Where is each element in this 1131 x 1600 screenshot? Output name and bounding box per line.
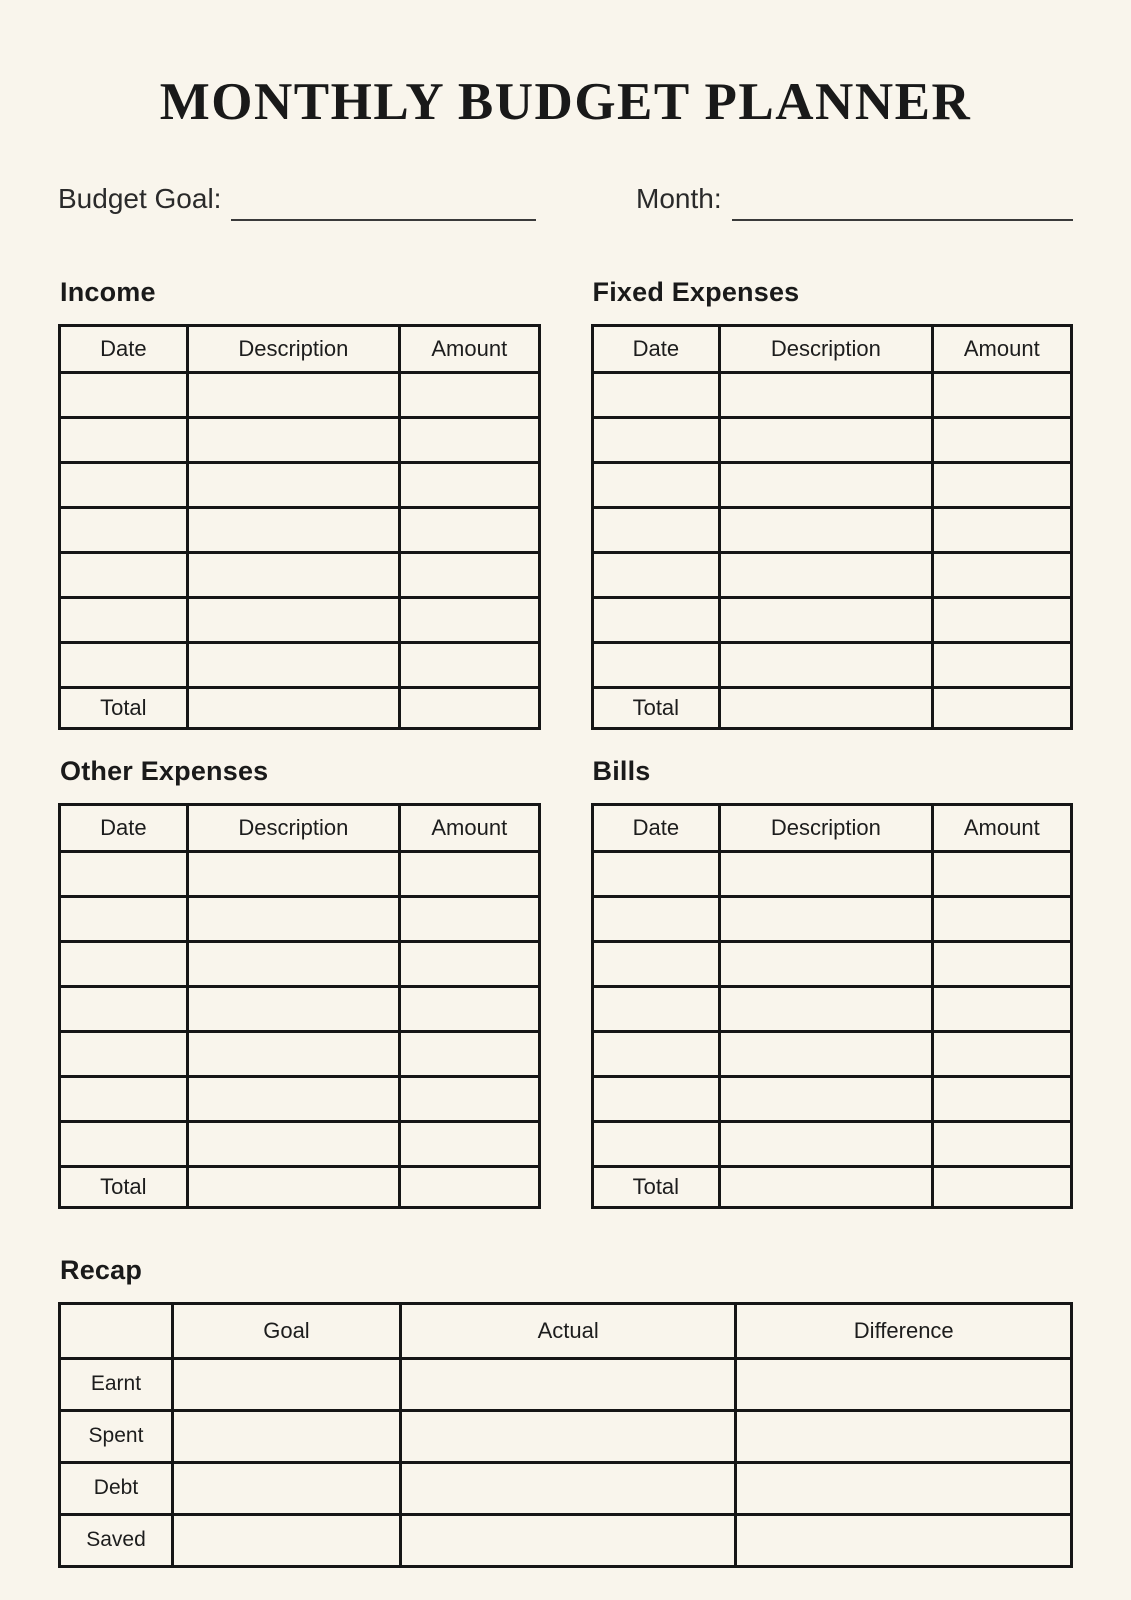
fixed-expenses-empty-rows (592, 372, 1072, 687)
empty-row (592, 941, 1072, 986)
empty-row (60, 507, 540, 552)
empty-cell (932, 941, 1071, 986)
fixed-expenses-section-title: Fixed Expenses (592, 276, 800, 307)
empty-cell (932, 851, 1071, 896)
empty-cell (400, 941, 539, 986)
empty-cell (187, 1121, 399, 1166)
column-header-amount: Amount (400, 804, 539, 851)
empty-row (60, 597, 540, 642)
empty-cell (720, 851, 932, 896)
empty-cell (400, 642, 539, 687)
recap-row-spent (60, 1410, 1072, 1462)
empty-row (592, 597, 1072, 642)
empty-row (60, 1031, 540, 1076)
empty-cell (720, 941, 932, 986)
empty-cell (187, 1031, 399, 1076)
empty-cell (736, 1514, 1072, 1566)
other-expenses-table (58, 803, 541, 1209)
empty-cell (187, 851, 399, 896)
empty-cell (60, 597, 188, 642)
fixed-expenses-total-row (592, 687, 1072, 728)
empty-row (592, 462, 1072, 507)
budget-goal-field (58, 184, 536, 215)
empty-cell (400, 1076, 539, 1121)
empty-cell (187, 417, 399, 462)
month-blank-line (732, 219, 1073, 221)
empty-cell (720, 597, 932, 642)
empty-row (60, 1121, 540, 1166)
empty-cell (187, 986, 399, 1031)
empty-cell (592, 462, 720, 507)
empty-cell (592, 642, 720, 687)
fixed-expenses-table (591, 324, 1074, 730)
recap-row-label: Debt (60, 1462, 173, 1514)
empty-cell (932, 1076, 1071, 1121)
month-field (636, 184, 1073, 215)
bills-section (591, 730, 1074, 1209)
empty-cell (592, 417, 720, 462)
recap-table (58, 1302, 1073, 1568)
empty-row (592, 372, 1072, 417)
income-header-row (60, 325, 540, 372)
empty-cell (187, 642, 399, 687)
tables-grid (58, 277, 1073, 1209)
other-expenses-total-row (60, 1166, 540, 1207)
empty-row (592, 552, 1072, 597)
empty-cell (592, 851, 720, 896)
empty-cell (592, 597, 720, 642)
empty-row (60, 941, 540, 986)
empty-cell (592, 941, 720, 986)
empty-row (60, 851, 540, 896)
total-label: Total (60, 687, 188, 728)
total-amount-cell (400, 687, 539, 728)
month-label: Month: (636, 183, 722, 214)
total-label: Total (592, 687, 720, 728)
empty-cell (400, 1358, 736, 1410)
empty-cell (60, 1121, 188, 1166)
empty-cell (400, 372, 539, 417)
recap-section-title: Recap (60, 1254, 143, 1285)
recap-row-label: Earnt (60, 1358, 173, 1410)
empty-cell (932, 417, 1071, 462)
header-fields (58, 184, 1073, 215)
empty-cell (187, 507, 399, 552)
recap-corner-cell (60, 1303, 173, 1358)
empty-cell (592, 1076, 720, 1121)
empty-cell (187, 462, 399, 507)
empty-row (60, 986, 540, 1031)
empty-row (60, 642, 540, 687)
column-header-difference: Difference (736, 1303, 1072, 1358)
empty-cell (400, 851, 539, 896)
other-expenses-section (58, 730, 541, 1209)
empty-cell (400, 552, 539, 597)
recap-header-row (60, 1303, 1072, 1358)
empty-cell (720, 1121, 932, 1166)
bills-section-title: Bills (592, 755, 651, 786)
empty-cell (592, 507, 720, 552)
empty-cell (187, 597, 399, 642)
empty-cell (932, 372, 1071, 417)
empty-cell (400, 1031, 539, 1076)
empty-row (592, 986, 1072, 1031)
empty-row (60, 552, 540, 597)
fixed-expenses-header-row (592, 325, 1072, 372)
empty-cell (736, 1358, 1072, 1410)
empty-cell (172, 1358, 400, 1410)
empty-cell (720, 1031, 932, 1076)
column-header-description: Description (187, 804, 399, 851)
income-table (58, 324, 541, 730)
empty-cell (720, 1076, 932, 1121)
total-amount-cell (400, 1166, 539, 1207)
other-expenses-section-title: Other Expenses (60, 755, 269, 786)
empty-cell (932, 552, 1071, 597)
empty-cell (592, 552, 720, 597)
page-title: MONTHLY BUDGET PLANNER (159, 73, 972, 131)
total-label: Total (60, 1166, 188, 1207)
empty-cell (932, 896, 1071, 941)
total-description-cell (187, 1166, 399, 1207)
bills-header-row (592, 804, 1072, 851)
empty-cell (592, 986, 720, 1031)
empty-cell (60, 462, 188, 507)
empty-row (60, 1076, 540, 1121)
empty-cell (932, 597, 1071, 642)
empty-cell (172, 1514, 400, 1566)
recap-row-debt (60, 1462, 1072, 1514)
empty-cell (932, 986, 1071, 1031)
empty-cell (400, 1121, 539, 1166)
column-header-amount: Amount (932, 804, 1071, 851)
empty-row (60, 417, 540, 462)
total-description-cell (720, 1166, 932, 1207)
empty-row (592, 896, 1072, 941)
empty-row (60, 462, 540, 507)
bills-empty-rows (592, 851, 1072, 1166)
empty-cell (400, 1514, 736, 1566)
column-header-date: Date (592, 325, 720, 372)
empty-cell (60, 1031, 188, 1076)
empty-row (592, 642, 1072, 687)
empty-cell (400, 896, 539, 941)
empty-cell (592, 1031, 720, 1076)
empty-cell (187, 552, 399, 597)
budget-goal-blank-line (231, 219, 536, 221)
empty-row (60, 896, 540, 941)
empty-cell (187, 941, 399, 986)
other-expenses-header-row (60, 804, 540, 851)
empty-cell (720, 552, 932, 597)
empty-row (592, 851, 1072, 896)
empty-cell (932, 1031, 1071, 1076)
empty-cell (400, 507, 539, 552)
empty-cell (736, 1462, 1072, 1514)
bills-table (591, 803, 1074, 1209)
income-empty-rows (60, 372, 540, 687)
empty-row (592, 1121, 1072, 1166)
recap-row-saved (60, 1514, 1072, 1566)
empty-cell (187, 896, 399, 941)
empty-cell (592, 1121, 720, 1166)
empty-cell (720, 417, 932, 462)
empty-cell (172, 1410, 400, 1462)
column-header-actual: Actual (400, 1303, 736, 1358)
fixed-expenses-section (591, 277, 1074, 730)
empty-row (592, 507, 1072, 552)
empty-cell (60, 417, 188, 462)
budget-goal-label: Budget Goal: (58, 183, 222, 214)
empty-cell (60, 851, 188, 896)
empty-cell (720, 896, 932, 941)
column-header-amount: Amount (400, 325, 539, 372)
empty-cell (720, 986, 932, 1031)
total-label: Total (592, 1166, 720, 1207)
empty-cell (932, 1121, 1071, 1166)
column-header-date: Date (592, 804, 720, 851)
empty-cell (592, 896, 720, 941)
empty-cell (60, 507, 188, 552)
empty-row (592, 1076, 1072, 1121)
total-amount-cell (932, 1166, 1071, 1207)
empty-cell (400, 597, 539, 642)
empty-cell (400, 986, 539, 1031)
empty-cell (60, 552, 188, 597)
empty-cell (720, 462, 932, 507)
income-total-row (60, 687, 540, 728)
empty-cell (60, 941, 188, 986)
column-header-goal: Goal (172, 1303, 400, 1358)
income-section (58, 277, 541, 730)
column-header-date: Date (60, 325, 188, 372)
total-description-cell (187, 687, 399, 728)
empty-cell (60, 372, 188, 417)
empty-cell (60, 896, 188, 941)
column-header-description: Description (187, 325, 399, 372)
empty-cell (932, 507, 1071, 552)
empty-cell (187, 1076, 399, 1121)
empty-cell (400, 1462, 736, 1514)
total-description-cell (720, 687, 932, 728)
empty-cell (400, 1410, 736, 1462)
recap-row-label: Spent (60, 1410, 173, 1462)
column-header-description: Description (720, 804, 932, 851)
empty-cell (400, 462, 539, 507)
empty-cell (592, 372, 720, 417)
other-expenses-empty-rows (60, 851, 540, 1166)
empty-cell (60, 642, 188, 687)
empty-row (60, 372, 540, 417)
empty-cell (720, 642, 932, 687)
empty-cell (932, 642, 1071, 687)
column-header-amount: Amount (932, 325, 1071, 372)
recap-section (58, 1255, 1073, 1568)
empty-cell (736, 1410, 1072, 1462)
recap-row-earnt (60, 1358, 1072, 1410)
empty-row (592, 417, 1072, 462)
column-header-description: Description (720, 325, 932, 372)
empty-cell (60, 1076, 188, 1121)
bills-total-row (592, 1166, 1072, 1207)
income-section-title: Income (60, 276, 156, 307)
empty-cell (187, 372, 399, 417)
empty-cell (172, 1462, 400, 1514)
empty-cell (400, 417, 539, 462)
recap-row-label: Saved (60, 1514, 173, 1566)
total-amount-cell (932, 687, 1071, 728)
empty-row (592, 1031, 1072, 1076)
empty-cell (720, 372, 932, 417)
empty-cell (932, 462, 1071, 507)
empty-cell (60, 986, 188, 1031)
empty-cell (720, 507, 932, 552)
column-header-date: Date (60, 804, 188, 851)
